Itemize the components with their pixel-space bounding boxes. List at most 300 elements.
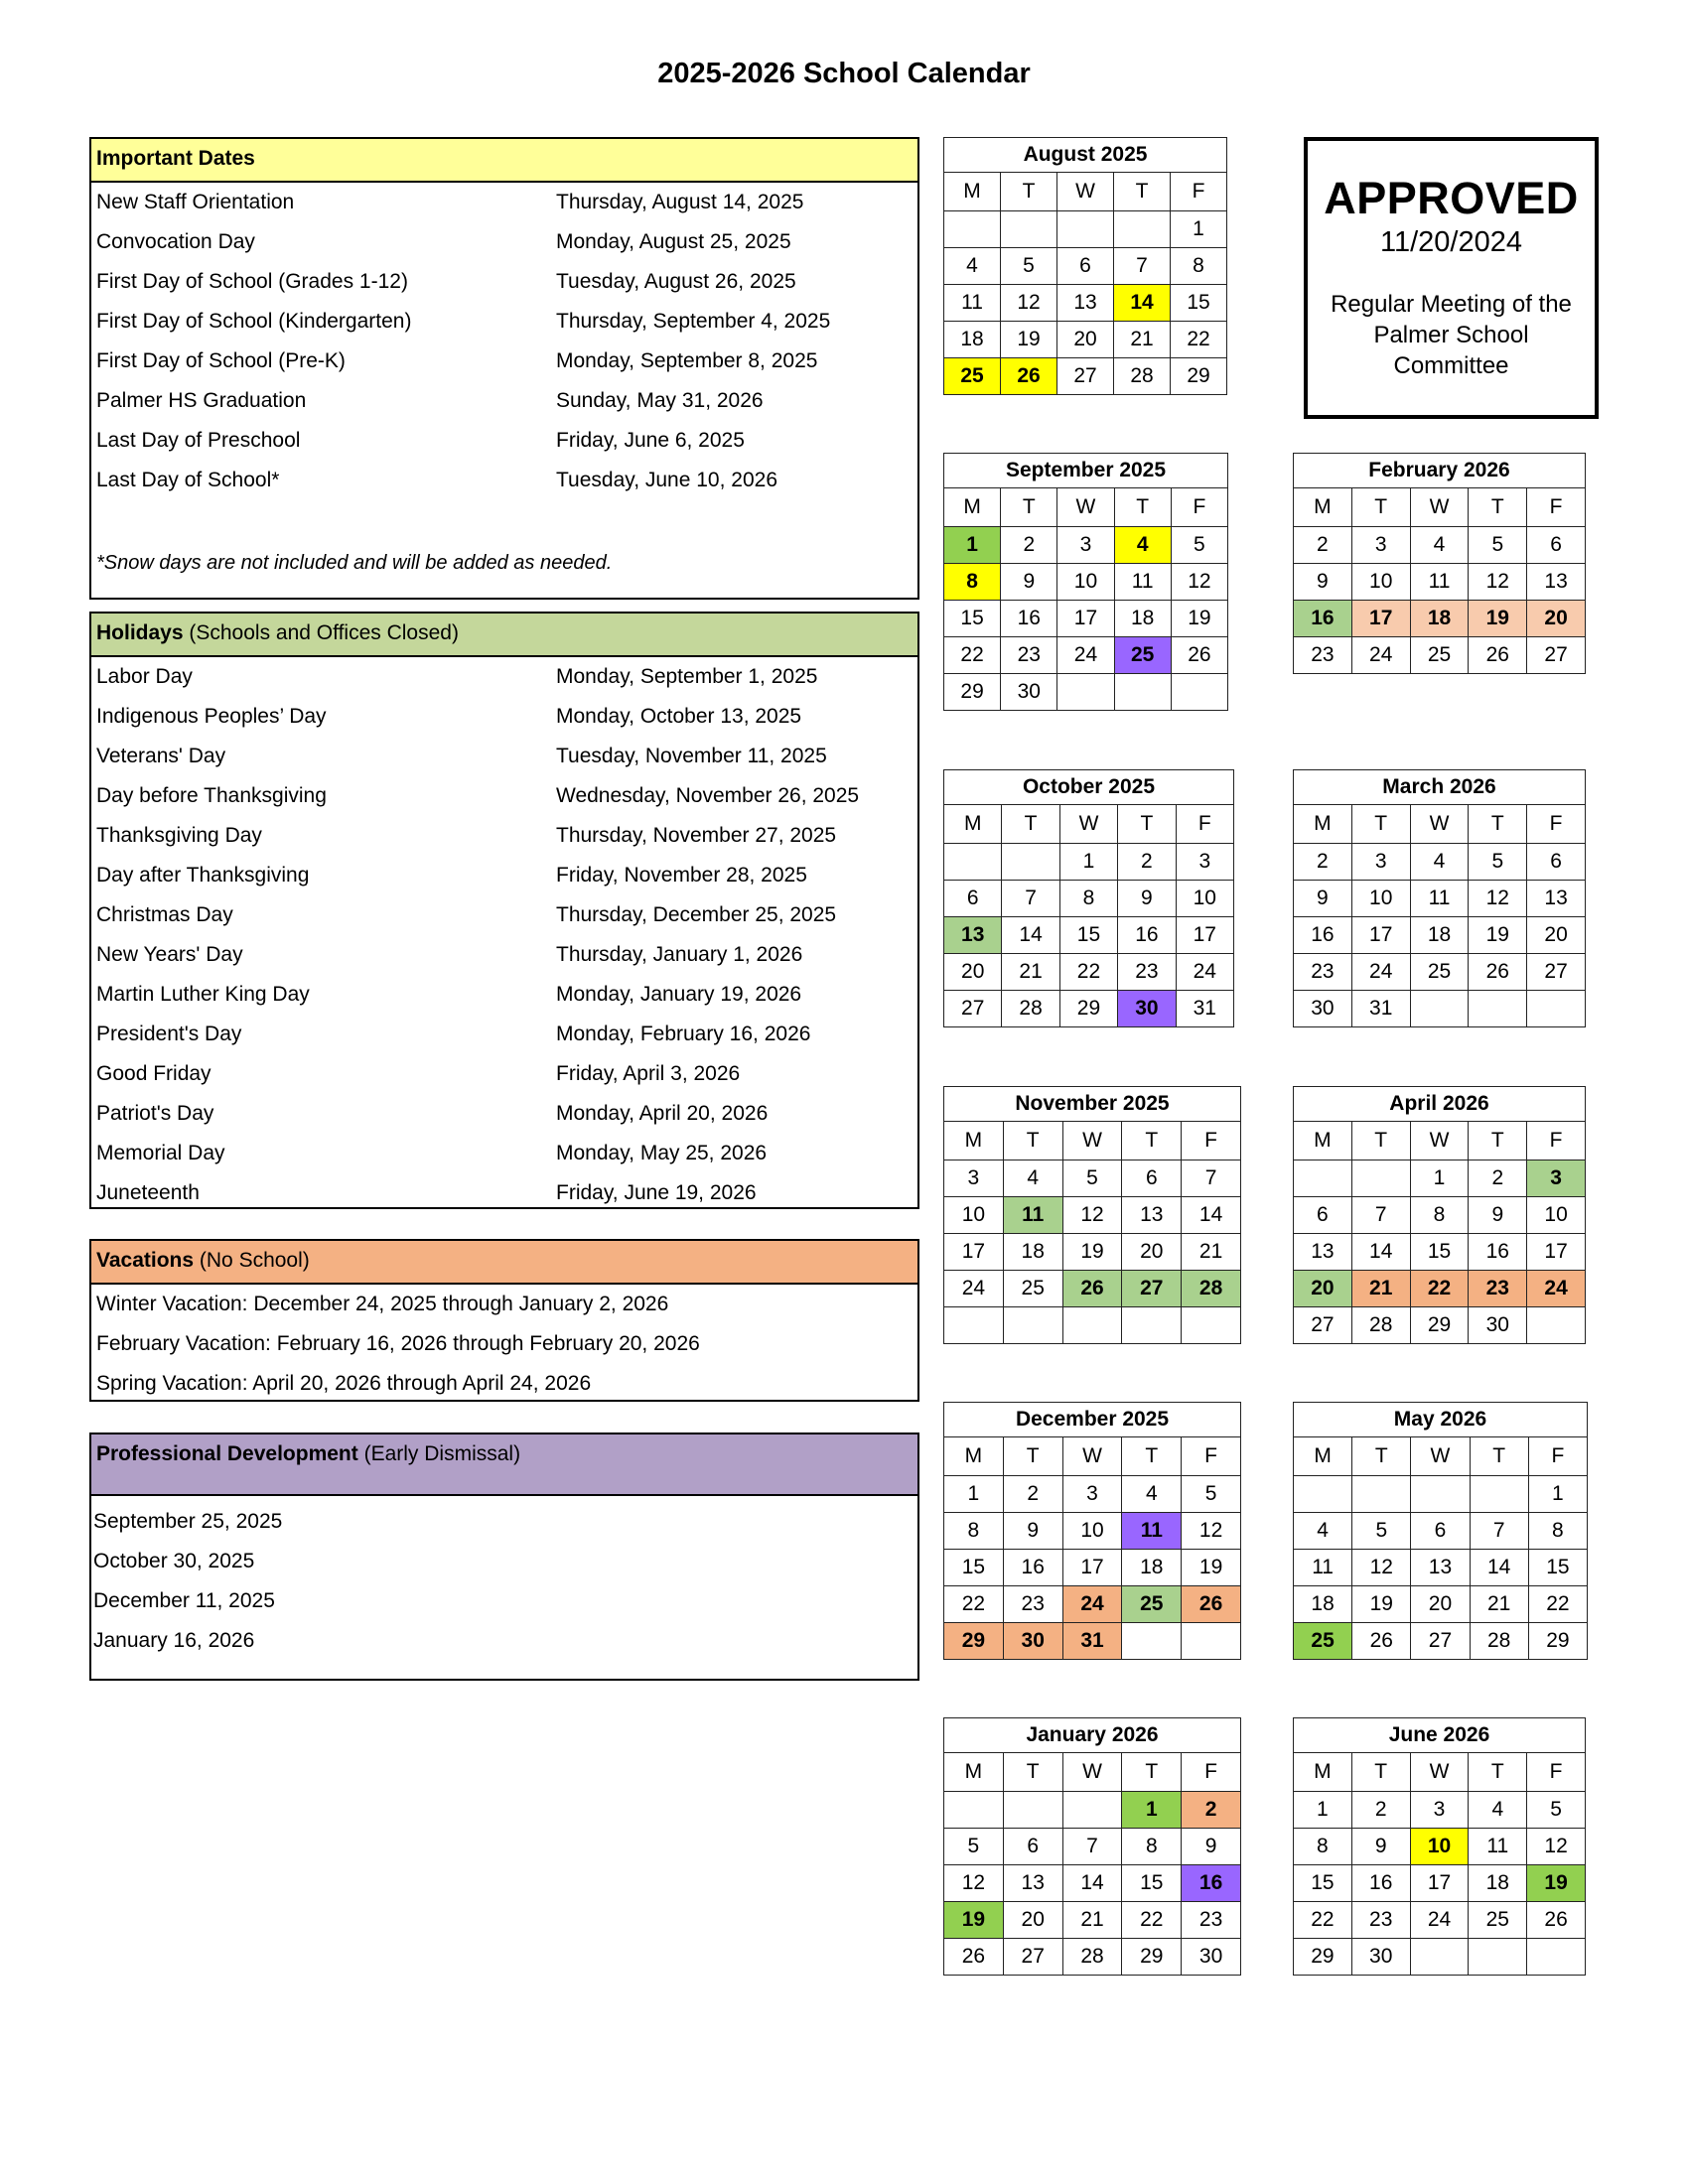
event-date: Tuesday, June 10, 2026 [556, 469, 777, 491]
calendar-empty-cell [1182, 1307, 1241, 1344]
weekday-label: T [1003, 1753, 1062, 1792]
weekday-label: W [1411, 1437, 1470, 1476]
calendar-day: 14 [1114, 285, 1171, 322]
calendar-day: 29 [1171, 358, 1227, 395]
calendar-february-2026 [1293, 453, 1586, 674]
weekday-label: F [1182, 1753, 1241, 1792]
calendar-day: 23 [1003, 1586, 1062, 1623]
calendar-empty-cell [944, 1792, 1004, 1829]
calendar-day: 9 [1001, 564, 1057, 601]
calendar-month-title: May 2026 [1294, 1403, 1588, 1437]
calendar-day: 13 [1057, 285, 1114, 322]
calendar-day: 2 [1351, 1792, 1410, 1829]
calendar-day: 9 [1003, 1513, 1062, 1550]
calendar-day: 12 [1352, 1550, 1411, 1586]
event-name: Palmer HS Graduation [96, 389, 307, 412]
calendar-day: 27 [1057, 358, 1114, 395]
calendar-day: 13 [1527, 881, 1586, 917]
calendar-day: 22 [1122, 1902, 1182, 1939]
calendar-day: 18 [1114, 601, 1171, 637]
calendar-day: 24 [1527, 1271, 1586, 1307]
weekday-label: T [1003, 1122, 1062, 1160]
calendar-day: 6 [1411, 1513, 1470, 1550]
calendar-day: 24 [1351, 637, 1410, 674]
calendar-day: 20 [1003, 1902, 1062, 1939]
calendar-day: 12 [1527, 1829, 1586, 1865]
weekday-label: M [1294, 1437, 1352, 1476]
holidays-header [91, 614, 917, 657]
weekday-label: W [1057, 173, 1114, 211]
calendar-day: 28 [1114, 358, 1171, 395]
calendar-day: 8 [1171, 248, 1227, 285]
weekday-label: W [1059, 805, 1117, 844]
calendar-day: 16 [1003, 1550, 1062, 1586]
date-row [91, 737, 917, 776]
date-row [91, 975, 917, 1015]
calendar-day: 23 [1351, 1902, 1410, 1939]
calendar-day: 21 [1062, 1902, 1122, 1939]
calendar-day: 20 [1527, 917, 1586, 954]
calendar-day: 29 [1528, 1623, 1587, 1660]
calendar-day: 10 [1527, 1197, 1586, 1234]
holidays-subtitle: (Schools and Offices Closed) [183, 621, 459, 644]
event-date: Friday, June 6, 2025 [556, 429, 745, 452]
calendar-day: 10 [1062, 1513, 1122, 1550]
calendar-day: 20 [944, 954, 1002, 991]
calendar-day: 29 [1410, 1307, 1469, 1344]
calendar-day: 12 [944, 1865, 1004, 1902]
calendar-day: 6 [1527, 844, 1586, 881]
calendar-october-2025 [943, 769, 1234, 1027]
calendar-day: 24 [944, 1271, 1004, 1307]
calendar-day: 30 [1469, 1307, 1527, 1344]
calendar-day: 19 [1527, 1865, 1586, 1902]
weekday-label: M [944, 173, 1001, 211]
calendar-day: 30 [1294, 991, 1352, 1027]
calendar-empty-cell [1527, 991, 1586, 1027]
calendar-day: 1 [1410, 1160, 1469, 1197]
calendar-day: 5 [1171, 527, 1227, 564]
page-title: 2025-2026 School Calendar [657, 58, 1031, 89]
weekday-label: F [1182, 1437, 1241, 1476]
calendar-day: 11 [1003, 1197, 1062, 1234]
calendar-day: 2 [1182, 1792, 1241, 1829]
event-date: Monday, September 8, 2025 [556, 349, 818, 372]
vacation-item: February Vacation: February 16, 2026 through February 20, 2026 [96, 1332, 700, 1355]
event-date: Wednesday, November 26, 2025 [556, 784, 860, 807]
calendar-day: 23 [1469, 1271, 1527, 1307]
date-row [91, 816, 917, 856]
vacations-header [91, 1241, 917, 1285]
date-row [91, 262, 917, 302]
calendar-empty-cell [1410, 1939, 1469, 1976]
calendar-empty-cell [1003, 1792, 1062, 1829]
calendar-day: 26 [1062, 1271, 1122, 1307]
calendar-day: 15 [1410, 1234, 1469, 1271]
calendar-day: 10 [1351, 564, 1410, 601]
calendar-day: 5 [1527, 1792, 1586, 1829]
weekday-label: W [1062, 1122, 1122, 1160]
event-name: Day after Thanksgiving [96, 864, 310, 887]
calendar-day: 19 [1171, 601, 1227, 637]
calendar-empty-cell [1294, 1160, 1352, 1197]
event-name: Thanksgiving Day [96, 824, 262, 847]
calendar-day: 23 [1001, 637, 1057, 674]
weekday-label: M [944, 1437, 1004, 1476]
calendar-day: 6 [1122, 1160, 1182, 1197]
date-row [91, 895, 917, 935]
calendar-day: 24 [1410, 1902, 1469, 1939]
calendar-day: 30 [1001, 674, 1057, 711]
calendar-day: 5 [1352, 1513, 1411, 1550]
calendar-day: 7 [1182, 1160, 1241, 1197]
event-name: New Years' Day [96, 943, 243, 966]
calendar-day: 3 [944, 1160, 1004, 1197]
event-date: Monday, April 20, 2026 [556, 1102, 769, 1125]
calendar-day: 11 [944, 285, 1001, 322]
event-name: President's Day [96, 1023, 242, 1045]
calendar-day: 27 [1411, 1623, 1470, 1660]
calendar-empty-cell [1352, 1476, 1411, 1513]
event-date: Thursday, November 27, 2025 [556, 824, 837, 847]
calendar-day: 29 [1059, 991, 1117, 1027]
calendar-day: 17 [1062, 1550, 1122, 1586]
calendar-day: 9 [1294, 564, 1352, 601]
calendar-day: 11 [1469, 1829, 1527, 1865]
event-name: Last Day of School* [96, 469, 280, 491]
calendar-day: 26 [1001, 358, 1057, 395]
calendar-day: 12 [1001, 285, 1057, 322]
calendar-day: 13 [1294, 1234, 1352, 1271]
calendar-day: 16 [1182, 1865, 1241, 1902]
calendar-day: 23 [1118, 954, 1176, 991]
calendar-day: 4 [1469, 1792, 1527, 1829]
calendar-day: 6 [1057, 248, 1114, 285]
event-name: First Day of School (Grades 1-12) [96, 270, 408, 293]
calendar-day: 15 [1122, 1865, 1182, 1902]
calendar-day: 8 [1410, 1197, 1469, 1234]
calendar-day: 1 [944, 527, 1001, 564]
calendar-day: 1 [1059, 844, 1117, 881]
calendar-day: 16 [1294, 601, 1352, 637]
weekday-label: F [1527, 1753, 1586, 1792]
calendar-empty-cell [1114, 211, 1171, 248]
calendar-day: 28 [1002, 991, 1059, 1027]
vacations-box [89, 1239, 919, 1402]
calendar-day: 4 [1410, 527, 1469, 564]
pd-date: September 25, 2025 [93, 1510, 283, 1533]
calendar-day: 2 [1294, 844, 1352, 881]
weekday-label: W [1057, 488, 1114, 527]
calendar-day: 2 [1001, 527, 1057, 564]
date-row [91, 421, 917, 461]
calendar-day: 31 [1351, 991, 1410, 1027]
calendar-day: 13 [1411, 1550, 1470, 1586]
calendar-day: 16 [1469, 1234, 1527, 1271]
calendar-day: 11 [1294, 1550, 1352, 1586]
event-name: Memorial Day [96, 1142, 225, 1164]
calendar-empty-cell [1171, 674, 1227, 711]
calendar-day: 2 [1003, 1476, 1062, 1513]
calendar-day: 15 [1528, 1550, 1587, 1586]
calendar-day: 3 [1176, 844, 1233, 881]
event-date: Thursday, September 4, 2025 [556, 310, 831, 333]
weekday-label: T [1118, 805, 1176, 844]
calendar-day: 29 [944, 1623, 1004, 1660]
calendar-day: 5 [1001, 248, 1057, 285]
calendar-day: 8 [1059, 881, 1117, 917]
weekday-label: W [1410, 1753, 1469, 1792]
calendar-january-2026 [943, 1717, 1241, 1976]
calendar-day: 19 [1001, 322, 1057, 358]
calendar-day: 2 [1118, 844, 1176, 881]
calendar-day: 16 [1001, 601, 1057, 637]
weekday-label: T [1351, 805, 1410, 844]
calendar-day: 25 [1410, 637, 1469, 674]
calendar-day: 21 [1002, 954, 1059, 991]
calendar-march-2026 [1293, 769, 1586, 1027]
calendar-day: 21 [1470, 1586, 1528, 1623]
calendar-month-title: June 2026 [1294, 1718, 1586, 1753]
date-row [91, 935, 917, 975]
calendar-day: 4 [1294, 1513, 1352, 1550]
event-date: Tuesday, November 11, 2025 [556, 745, 827, 767]
event-date: Thursday, January 1, 2026 [556, 943, 803, 966]
calendar-day: 23 [1294, 637, 1352, 674]
event-date: Thursday, August 14, 2025 [556, 191, 804, 213]
professional-development-title: Professional Development [96, 1442, 358, 1465]
calendar-day: 17 [1351, 917, 1410, 954]
calendar-day: 19 [944, 1902, 1004, 1939]
calendar-empty-cell [1411, 1476, 1470, 1513]
calendar-empty-cell [1410, 991, 1469, 1027]
weekday-label: F [1171, 173, 1227, 211]
event-date: Tuesday, August 26, 2025 [556, 270, 796, 293]
weekday-label: M [944, 1753, 1004, 1792]
calendar-day: 15 [1059, 917, 1117, 954]
date-row [91, 302, 917, 341]
calendar-day: 24 [1062, 1586, 1122, 1623]
event-name: Veterans' Day [96, 745, 226, 767]
calendar-day: 15 [1294, 1865, 1352, 1902]
calendar-empty-cell [944, 844, 1002, 881]
holidays-title: Holidays [96, 621, 184, 644]
event-name: First Day of School (Pre-K) [96, 349, 346, 372]
calendar-day: 22 [1294, 1902, 1352, 1939]
event-date: Monday, August 25, 2025 [556, 230, 791, 253]
calendar-day: 7 [1002, 881, 1059, 917]
weekday-label: F [1171, 488, 1227, 527]
event-date: Monday, May 25, 2026 [556, 1142, 768, 1164]
weekday-label: T [1352, 1437, 1411, 1476]
calendar-day: 30 [1182, 1939, 1241, 1976]
calendar-day: 19 [1469, 917, 1527, 954]
calendar-day: 29 [944, 674, 1001, 711]
event-name: Patriot's Day [96, 1102, 214, 1125]
vacations-subtitle: (No School) [194, 1249, 310, 1272]
calendar-may-2026 [1293, 1402, 1588, 1660]
calendar-day: 17 [1351, 601, 1410, 637]
calendar-day: 25 [1294, 1623, 1352, 1660]
professional-development-subtitle: (Early Dismissal) [357, 1442, 521, 1465]
weekday-label: W [1410, 488, 1469, 527]
pd-date: January 16, 2026 [93, 1629, 255, 1652]
calendar-day: 8 [1294, 1829, 1352, 1865]
calendar-day: 26 [944, 1939, 1004, 1976]
vacation-item: Spring Vacation: April 20, 2026 through April 24, 2026 [96, 1372, 592, 1395]
date-row [91, 697, 917, 737]
event-name: Day before Thanksgiving [96, 784, 327, 807]
calendar-empty-cell [1122, 1623, 1182, 1660]
weekday-label: T [1122, 1122, 1182, 1160]
calendar-day: 27 [1122, 1271, 1182, 1307]
holidays-box [89, 612, 919, 1209]
calendar-empty-cell [1469, 991, 1527, 1027]
calendar-day: 7 [1470, 1513, 1528, 1550]
calendar-day: 6 [1527, 527, 1586, 564]
calendar-december-2025 [943, 1402, 1241, 1660]
calendar-month-title: December 2025 [944, 1403, 1241, 1437]
calendar-day: 6 [944, 881, 1002, 917]
calendar-day: 31 [1176, 991, 1233, 1027]
calendar-day: 15 [1171, 285, 1227, 322]
calendar-day: 8 [944, 1513, 1004, 1550]
calendar-day: 6 [1003, 1829, 1062, 1865]
calendar-empty-cell [1003, 1307, 1062, 1344]
calendar-day: 24 [1057, 637, 1114, 674]
date-row [91, 381, 917, 421]
approved-line: Palmer School [1373, 322, 1529, 348]
calendar-day: 31 [1062, 1623, 1122, 1660]
calendar-day: 20 [1294, 1271, 1352, 1307]
calendar-day: 10 [1176, 881, 1233, 917]
weekday-label: W [1062, 1753, 1122, 1792]
calendar-day: 19 [1352, 1586, 1411, 1623]
calendar-month-title: January 2026 [944, 1718, 1241, 1753]
calendar-empty-cell [944, 211, 1001, 248]
calendar-day: 19 [1062, 1234, 1122, 1271]
vacations-title: Vacations [96, 1249, 195, 1272]
calendar-day: 21 [1114, 322, 1171, 358]
calendar-day: 16 [1351, 1865, 1410, 1902]
weekday-label: T [1122, 1437, 1182, 1476]
calendar-empty-cell [1114, 674, 1171, 711]
calendar-day: 4 [1410, 844, 1469, 881]
professional-development-list [91, 1496, 917, 1661]
calendar-day: 14 [1182, 1197, 1241, 1234]
calendar-day: 4 [1003, 1160, 1062, 1197]
weekday-label: M [1294, 805, 1352, 844]
date-row [91, 657, 917, 697]
calendar-empty-cell [1470, 1476, 1528, 1513]
calendar-empty-cell [1351, 1160, 1410, 1197]
weekday-label: T [1001, 488, 1057, 527]
weekday-label: T [1470, 1437, 1528, 1476]
calendar-november-2025 [943, 1086, 1241, 1344]
calendar-day: 12 [1469, 881, 1527, 917]
calendar-day: 7 [1114, 248, 1171, 285]
weekday-label: F [1527, 488, 1586, 527]
calendar-empty-cell [1294, 1476, 1352, 1513]
calendar-day: 25 [1003, 1271, 1062, 1307]
important-dates-list [91, 183, 917, 500]
calendar-empty-cell [1122, 1307, 1182, 1344]
weekday-label: M [1294, 488, 1352, 527]
calendar-day: 3 [1351, 844, 1410, 881]
calendar-day: 22 [1171, 322, 1227, 358]
calendar-day: 25 [944, 358, 1001, 395]
calendar-day: 18 [1469, 1865, 1527, 1902]
event-name: Christmas Day [96, 903, 233, 926]
calendar-day: 28 [1182, 1271, 1241, 1307]
calendar-day: 11 [1122, 1513, 1182, 1550]
weekday-label: T [1469, 1753, 1527, 1792]
calendar-day: 10 [944, 1197, 1004, 1234]
calendar-day: 13 [1122, 1197, 1182, 1234]
calendar-day: 10 [1057, 564, 1114, 601]
weekday-label: T [1114, 488, 1171, 527]
calendar-day: 16 [1118, 917, 1176, 954]
weekday-label: T [1351, 1122, 1410, 1160]
calendar-month-title: October 2025 [944, 770, 1234, 805]
weekday-label: M [944, 805, 1002, 844]
weekday-label: T [1003, 1437, 1062, 1476]
calendar-day: 9 [1294, 881, 1352, 917]
calendar-empty-cell [944, 1307, 1004, 1344]
date-row [91, 222, 917, 262]
calendar-day: 26 [1352, 1623, 1411, 1660]
calendar-day: 20 [1122, 1234, 1182, 1271]
calendar-day: 5 [944, 1829, 1004, 1865]
calendar-day: 12 [1469, 564, 1527, 601]
calendar-day: 27 [1294, 1307, 1352, 1344]
calendar-day: 3 [1351, 527, 1410, 564]
calendar-day: 13 [1003, 1865, 1062, 1902]
approved-line: Regular Meeting of the [1331, 291, 1572, 318]
calendar-day: 25 [1114, 637, 1171, 674]
calendar-day: 30 [1003, 1623, 1062, 1660]
calendar-day: 4 [1114, 527, 1171, 564]
calendar-empty-cell [1062, 1792, 1122, 1829]
weekday-label: T [1469, 805, 1527, 844]
weekday-label: W [1062, 1437, 1122, 1476]
calendar-day: 9 [1182, 1829, 1241, 1865]
event-date: Sunday, May 31, 2026 [556, 389, 764, 412]
calendar-august-2025 [943, 137, 1227, 395]
calendar-day: 29 [1294, 1939, 1352, 1976]
calendar-day: 18 [1122, 1550, 1182, 1586]
calendar-day: 25 [1469, 1902, 1527, 1939]
event-name: Juneteenth [96, 1181, 200, 1204]
calendar-month-title: February 2026 [1294, 454, 1586, 488]
calendar-day: 1 [1122, 1792, 1182, 1829]
calendar-day: 11 [1410, 881, 1469, 917]
vacations-list [91, 1285, 917, 1404]
event-date: Monday, October 13, 2025 [556, 705, 802, 728]
calendar-month-title: March 2026 [1294, 770, 1586, 805]
weekday-label: M [944, 488, 1001, 527]
calendar-day: 1 [944, 1476, 1004, 1513]
calendar-day: 13 [1527, 564, 1586, 601]
event-date: Monday, January 19, 2026 [556, 983, 802, 1006]
calendar-day: 28 [1470, 1623, 1528, 1660]
weekday-label: M [1294, 1753, 1352, 1792]
calendar-empty-cell [1062, 1307, 1122, 1344]
calendar-day: 26 [1527, 1902, 1586, 1939]
calendar-day: 14 [1351, 1234, 1410, 1271]
calendar-day: 26 [1469, 637, 1527, 674]
date-row [91, 183, 917, 222]
